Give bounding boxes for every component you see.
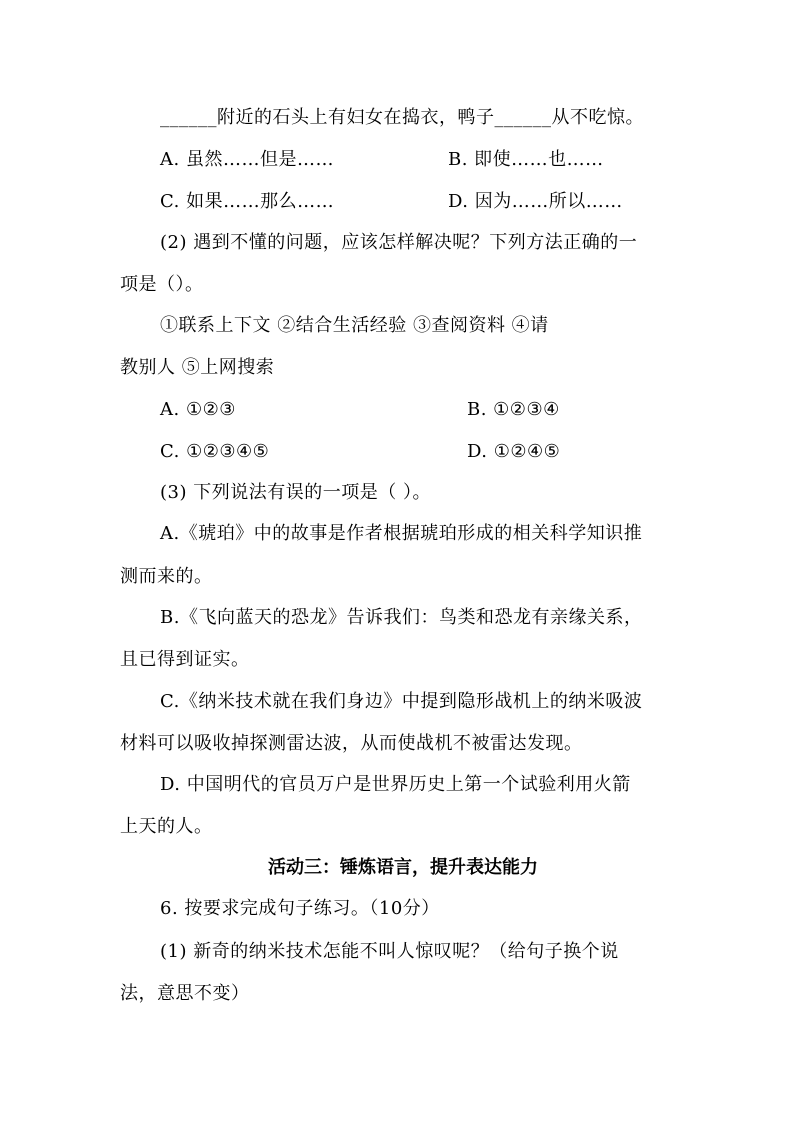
q6-stem: 6. 按要求完成句子练习。（10分） xyxy=(160,898,440,919)
q2-option-c: C. ①②③④⑤ xyxy=(160,441,270,462)
section-title: 活动三：锤炼语言，提升表达能力 xyxy=(268,857,538,878)
q1-option-c: C. 如果……那么…… xyxy=(160,191,335,212)
q3-option-c-line2: 材料可以吸收掉探测雷达波，从而使战机不被雷达发现。 xyxy=(120,733,583,754)
q1-option-a: A. 虽然……但是…… xyxy=(160,149,334,170)
q2-methods-line1: ①联系上下文 ②结合生活经验 ③查阅资料 ④请 xyxy=(160,315,549,336)
q3-option-c-line1: C.《纳米技术就在我们身边》中提到隐形战机上的纳米吸波 xyxy=(160,691,643,712)
q3-option-d-line2: 上天的人。 xyxy=(120,816,213,837)
q3-stem: (3) 下列说法有误的一项是（ ）。 xyxy=(160,482,431,503)
q2-stem-line1: (2) 遇到不懂的问题，应该怎样解决呢？下列方法正确的一 xyxy=(160,232,638,253)
q3-option-a-line2: 测而来的。 xyxy=(120,566,213,587)
q3-option-d-line1: D. 中国明代的官员万户是世界历史上第一个试验利用火箭 xyxy=(160,774,631,795)
q6-sub1-line2: 法，意思不变） xyxy=(120,983,250,1004)
q6-sub1-line1: (1) 新奇的纳米技术怎能不叫人惊叹呢？（给句子换个说 xyxy=(160,941,619,962)
q2-option-d: D. ①②④⑤ xyxy=(467,441,561,462)
q2-methods-line2: 教别人 ⑤上网搜索 xyxy=(120,357,275,378)
q1-option-b: B. 即使……也…… xyxy=(448,149,604,170)
q2-option-b: B. ①②③④ xyxy=(467,399,560,420)
q2-stem-line2: 项是（）。 xyxy=(120,274,204,295)
q1-sentence: ______附近的石头上有妇女在捣衣，鸭子______从不吃惊。 xyxy=(160,107,644,128)
q2-option-a: A. ①②③ xyxy=(160,399,236,420)
q3-option-b-line1: B.《飞向蓝天的恐龙》告诉我们：鸟类和恐龙有亲缘关系， xyxy=(160,607,643,628)
q3-option-a-line1: A.《琥珀》中的故事是作者根据琥珀形成的相关科学知识推 xyxy=(160,523,643,544)
q1-option-d: D. 因为……所以…… xyxy=(448,191,623,212)
q3-option-b-line2: 且已得到证实。 xyxy=(120,649,250,670)
